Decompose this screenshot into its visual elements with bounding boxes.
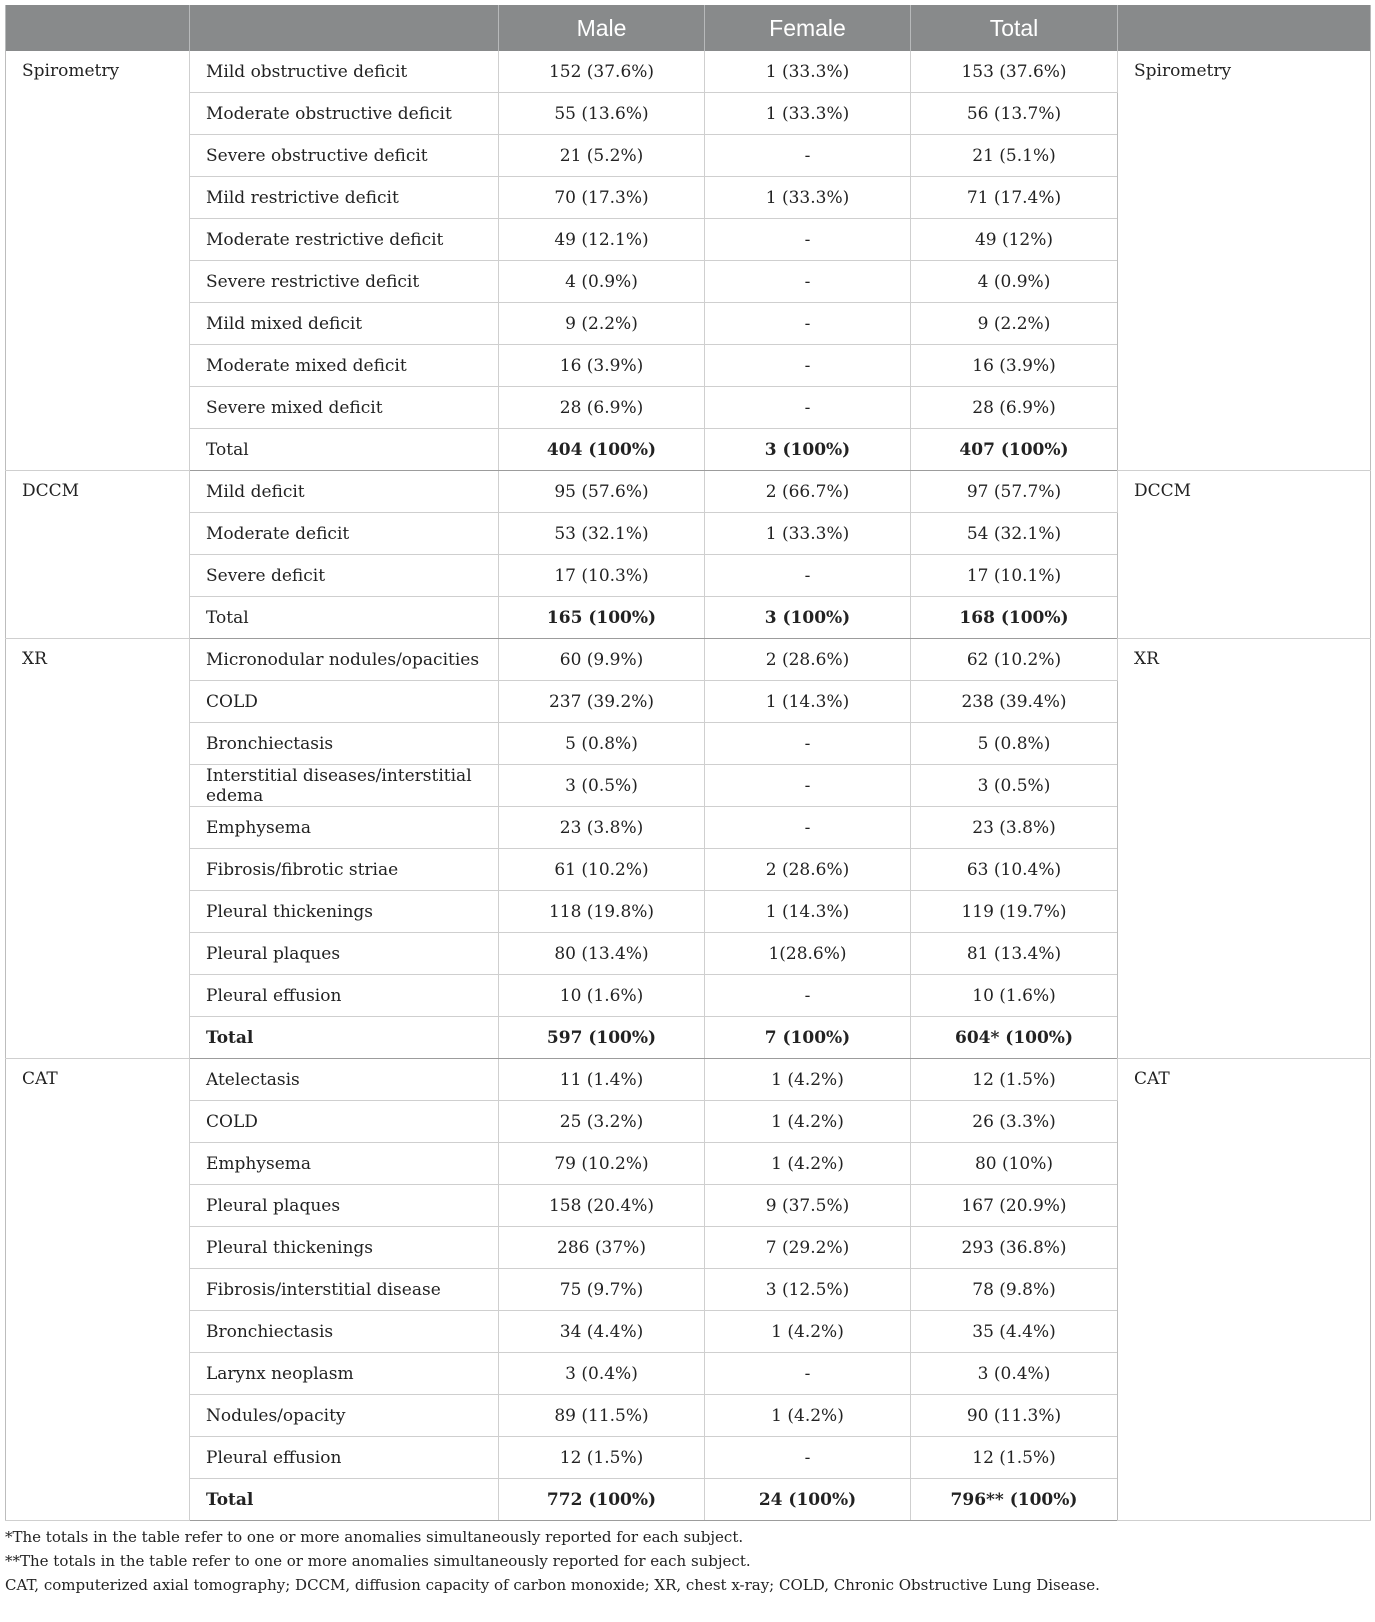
female-value: 2 (28.6%) <box>705 849 911 891</box>
finding-label: Fibrosis/interstitial disease <box>190 1269 499 1311</box>
male-value: 165 (100%) <box>499 597 705 639</box>
female-value: 1 (4.2%) <box>705 1311 911 1353</box>
total-value: 293 (36.8%) <box>911 1227 1118 1269</box>
male-value: 75 (9.7%) <box>499 1269 705 1311</box>
female-value: 7 (29.2%) <box>705 1227 911 1269</box>
male-value: 237 (39.2%) <box>499 681 705 723</box>
male-value: 772 (100%) <box>499 1479 705 1521</box>
category-cell-repeat: XR <box>1118 639 1371 1059</box>
total-value: 21 (5.1%) <box>911 135 1118 177</box>
finding-label: Total <box>190 429 499 471</box>
findings-table <box>5 5 1371 1521</box>
male-value: 10 (1.6%) <box>499 975 705 1017</box>
finding-label: Severe mixed deficit <box>190 387 499 429</box>
female-value: 3 (100%) <box>705 429 911 471</box>
male-value: 158 (20.4%) <box>499 1185 705 1227</box>
footnotes <box>5 1525 1370 1597</box>
female-value: 1 (33.3%) <box>705 93 911 135</box>
header-male: Male <box>499 5 705 51</box>
total-value: 62 (10.2%) <box>911 639 1118 681</box>
male-value: 80 (13.4%) <box>499 933 705 975</box>
finding-label: Severe obstructive deficit <box>190 135 499 177</box>
female-value: - <box>705 555 911 597</box>
total-value: 71 (17.4%) <box>911 177 1118 219</box>
total-value: 9 (2.2%) <box>911 303 1118 345</box>
finding-label: Moderate deficit <box>190 513 499 555</box>
total-value: 23 (3.8%) <box>911 807 1118 849</box>
header-finding <box>190 5 499 51</box>
female-value: 1 (4.2%) <box>705 1395 911 1437</box>
total-value: 78 (9.8%) <box>911 1269 1118 1311</box>
header-total: Total <box>911 5 1118 51</box>
male-value: 61 (10.2%) <box>499 849 705 891</box>
category-cell: Spirometry <box>6 51 190 471</box>
finding-label: Severe deficit <box>190 555 499 597</box>
male-value: 4 (0.9%) <box>499 261 705 303</box>
female-value: 1 (14.3%) <box>705 681 911 723</box>
total-value: 54 (32.1%) <box>911 513 1118 555</box>
finding-label: Micronodular nodules/opacities <box>190 639 499 681</box>
category-cell-repeat: DCCM <box>1118 471 1371 639</box>
category-cell-repeat: Spirometry <box>1118 51 1371 471</box>
total-value: 17 (10.1%) <box>911 555 1118 597</box>
female-value: 1 (33.3%) <box>705 51 911 93</box>
female-value: 7 (100%) <box>705 1017 911 1059</box>
female-value: 1 (33.3%) <box>705 513 911 555</box>
total-value: 168 (100%) <box>911 597 1118 639</box>
male-value: 12 (1.5%) <box>499 1437 705 1479</box>
total-value: 3 (0.5%) <box>911 765 1118 807</box>
finding-label: Moderate restrictive deficit <box>190 219 499 261</box>
finding-label: Interstitial diseases/interstitial edema <box>190 765 499 807</box>
female-value: - <box>705 765 911 807</box>
total-value: 12 (1.5%) <box>911 1437 1118 1479</box>
footnote-2: **The totals in the table refer to one or more anomalies simultaneously reported for each subject. <box>5 1552 751 1570</box>
female-value: 1(28.6%) <box>705 933 911 975</box>
female-value: 1 (33.3%) <box>705 177 911 219</box>
male-value: 21 (5.2%) <box>499 135 705 177</box>
table-row <box>6 51 1371 93</box>
male-value: 3 (0.5%) <box>499 765 705 807</box>
finding-label: Pleural plaques <box>190 933 499 975</box>
total-value: 238 (39.4%) <box>911 681 1118 723</box>
total-value: 407 (100%) <box>911 429 1118 471</box>
total-value: 796** (100%) <box>911 1479 1118 1521</box>
finding-label: Pleural thickenings <box>190 891 499 933</box>
table-row <box>6 471 1371 513</box>
total-value: 63 (10.4%) <box>911 849 1118 891</box>
total-value: 80 (10%) <box>911 1143 1118 1185</box>
male-value: 70 (17.3%) <box>499 177 705 219</box>
finding-label: Pleural thickenings <box>190 1227 499 1269</box>
footnote-1: *The totals in the table refer to one or more anomalies simultaneously reported for each subject. <box>5 1528 744 1546</box>
male-value: 79 (10.2%) <box>499 1143 705 1185</box>
female-value: 2 (66.7%) <box>705 471 911 513</box>
table-row <box>6 1059 1371 1101</box>
male-value: 286 (37%) <box>499 1227 705 1269</box>
female-value: 1 (4.2%) <box>705 1143 911 1185</box>
male-value: 49 (12.1%) <box>499 219 705 261</box>
male-value: 118 (19.8%) <box>499 891 705 933</box>
female-value: 1 (4.2%) <box>705 1101 911 1143</box>
male-value: 17 (10.3%) <box>499 555 705 597</box>
total-value: 5 (0.8%) <box>911 723 1118 765</box>
category-cell: CAT <box>6 1059 190 1521</box>
male-value: 25 (3.2%) <box>499 1101 705 1143</box>
male-value: 5 (0.8%) <box>499 723 705 765</box>
finding-label: Emphysema <box>190 1143 499 1185</box>
category-cell: DCCM <box>6 471 190 639</box>
finding-label: Mild restrictive deficit <box>190 177 499 219</box>
finding-label: Mild mixed deficit <box>190 303 499 345</box>
female-value: 1 (4.2%) <box>705 1059 911 1101</box>
finding-label: Pleural plaques <box>190 1185 499 1227</box>
finding-label: Larynx neoplasm <box>190 1353 499 1395</box>
male-value: 34 (4.4%) <box>499 1311 705 1353</box>
total-value: 97 (57.7%) <box>911 471 1118 513</box>
finding-label: Total <box>190 597 499 639</box>
total-value: 81 (13.4%) <box>911 933 1118 975</box>
finding-label: Total <box>190 1479 499 1521</box>
header-category <box>6 5 190 51</box>
female-value: - <box>705 1353 911 1395</box>
female-value: - <box>705 1437 911 1479</box>
finding-label: COLD <box>190 681 499 723</box>
female-value: - <box>705 723 911 765</box>
female-value: 24 (100%) <box>705 1479 911 1521</box>
total-value: 49 (12%) <box>911 219 1118 261</box>
total-value: 12 (1.5%) <box>911 1059 1118 1101</box>
finding-label: Moderate obstructive deficit <box>190 93 499 135</box>
female-value: - <box>705 219 911 261</box>
category-cell: XR <box>6 639 190 1059</box>
male-value: 60 (9.9%) <box>499 639 705 681</box>
female-value: - <box>705 807 911 849</box>
total-value: 604* (100%) <box>911 1017 1118 1059</box>
finding-label: Atelectasis <box>190 1059 499 1101</box>
total-value: 35 (4.4%) <box>911 1311 1118 1353</box>
table-body <box>6 51 1371 1521</box>
male-value: 55 (13.6%) <box>499 93 705 135</box>
table-container <box>5 5 1370 1597</box>
female-value: 2 (28.6%) <box>705 639 911 681</box>
female-value: - <box>705 303 911 345</box>
female-value: - <box>705 387 911 429</box>
male-value: 9 (2.2%) <box>499 303 705 345</box>
footnote-abbreviations: CAT, computerized axial tomography; DCCM, diffusion capacity of carbon monoxide; XR, chest x-ray; COLD, Chronic Obstructive Lung Disease. <box>5 1576 1100 1594</box>
category-cell-repeat: CAT <box>1118 1059 1371 1521</box>
male-value: 28 (6.9%) <box>499 387 705 429</box>
finding-label: Bronchiectasis <box>190 723 499 765</box>
total-value: 16 (3.9%) <box>911 345 1118 387</box>
male-value: 53 (32.1%) <box>499 513 705 555</box>
total-value: 167 (20.9%) <box>911 1185 1118 1227</box>
total-value: 119 (19.7%) <box>911 891 1118 933</box>
finding-label: Emphysema <box>190 807 499 849</box>
female-value: 9 (37.5%) <box>705 1185 911 1227</box>
total-value: 90 (11.3%) <box>911 1395 1118 1437</box>
male-value: 23 (3.8%) <box>499 807 705 849</box>
finding-label: COLD <box>190 1101 499 1143</box>
female-value: - <box>705 261 911 303</box>
female-value: - <box>705 135 911 177</box>
female-value: - <box>705 345 911 387</box>
male-value: 11 (1.4%) <box>499 1059 705 1101</box>
male-value: 16 (3.9%) <box>499 345 705 387</box>
female-value: 3 (100%) <box>705 597 911 639</box>
header-female: Female <box>705 5 911 51</box>
total-value: 10 (1.6%) <box>911 975 1118 1017</box>
finding-label: Pleural effusion <box>190 1437 499 1479</box>
total-value: 3 (0.4%) <box>911 1353 1118 1395</box>
finding-label: Total <box>190 1017 499 1059</box>
finding-label: Pleural effusion <box>190 975 499 1017</box>
finding-label: Moderate mixed deficit <box>190 345 499 387</box>
male-value: 3 (0.4%) <box>499 1353 705 1395</box>
header-category-repeat <box>1118 5 1371 51</box>
total-value: 153 (37.6%) <box>911 51 1118 93</box>
male-value: 597 (100%) <box>499 1017 705 1059</box>
header-row <box>6 5 1371 51</box>
total-value: 56 (13.7%) <box>911 93 1118 135</box>
finding-label: Bronchiectasis <box>190 1311 499 1353</box>
finding-label: Severe restrictive deficit <box>190 261 499 303</box>
finding-label: Mild deficit <box>190 471 499 513</box>
female-value: 1 (14.3%) <box>705 891 911 933</box>
female-value: 3 (12.5%) <box>705 1269 911 1311</box>
male-value: 404 (100%) <box>499 429 705 471</box>
total-value: 4 (0.9%) <box>911 261 1118 303</box>
finding-label: Nodules/opacity <box>190 1395 499 1437</box>
finding-label: Fibrosis/fibrotic striae <box>190 849 499 891</box>
finding-label: Mild obstructive deficit <box>190 51 499 93</box>
table-row <box>6 639 1371 681</box>
male-value: 89 (11.5%) <box>499 1395 705 1437</box>
female-value: - <box>705 975 911 1017</box>
male-value: 152 (37.6%) <box>499 51 705 93</box>
male-value: 95 (57.6%) <box>499 471 705 513</box>
total-value: 28 (6.9%) <box>911 387 1118 429</box>
total-value: 26 (3.3%) <box>911 1101 1118 1143</box>
